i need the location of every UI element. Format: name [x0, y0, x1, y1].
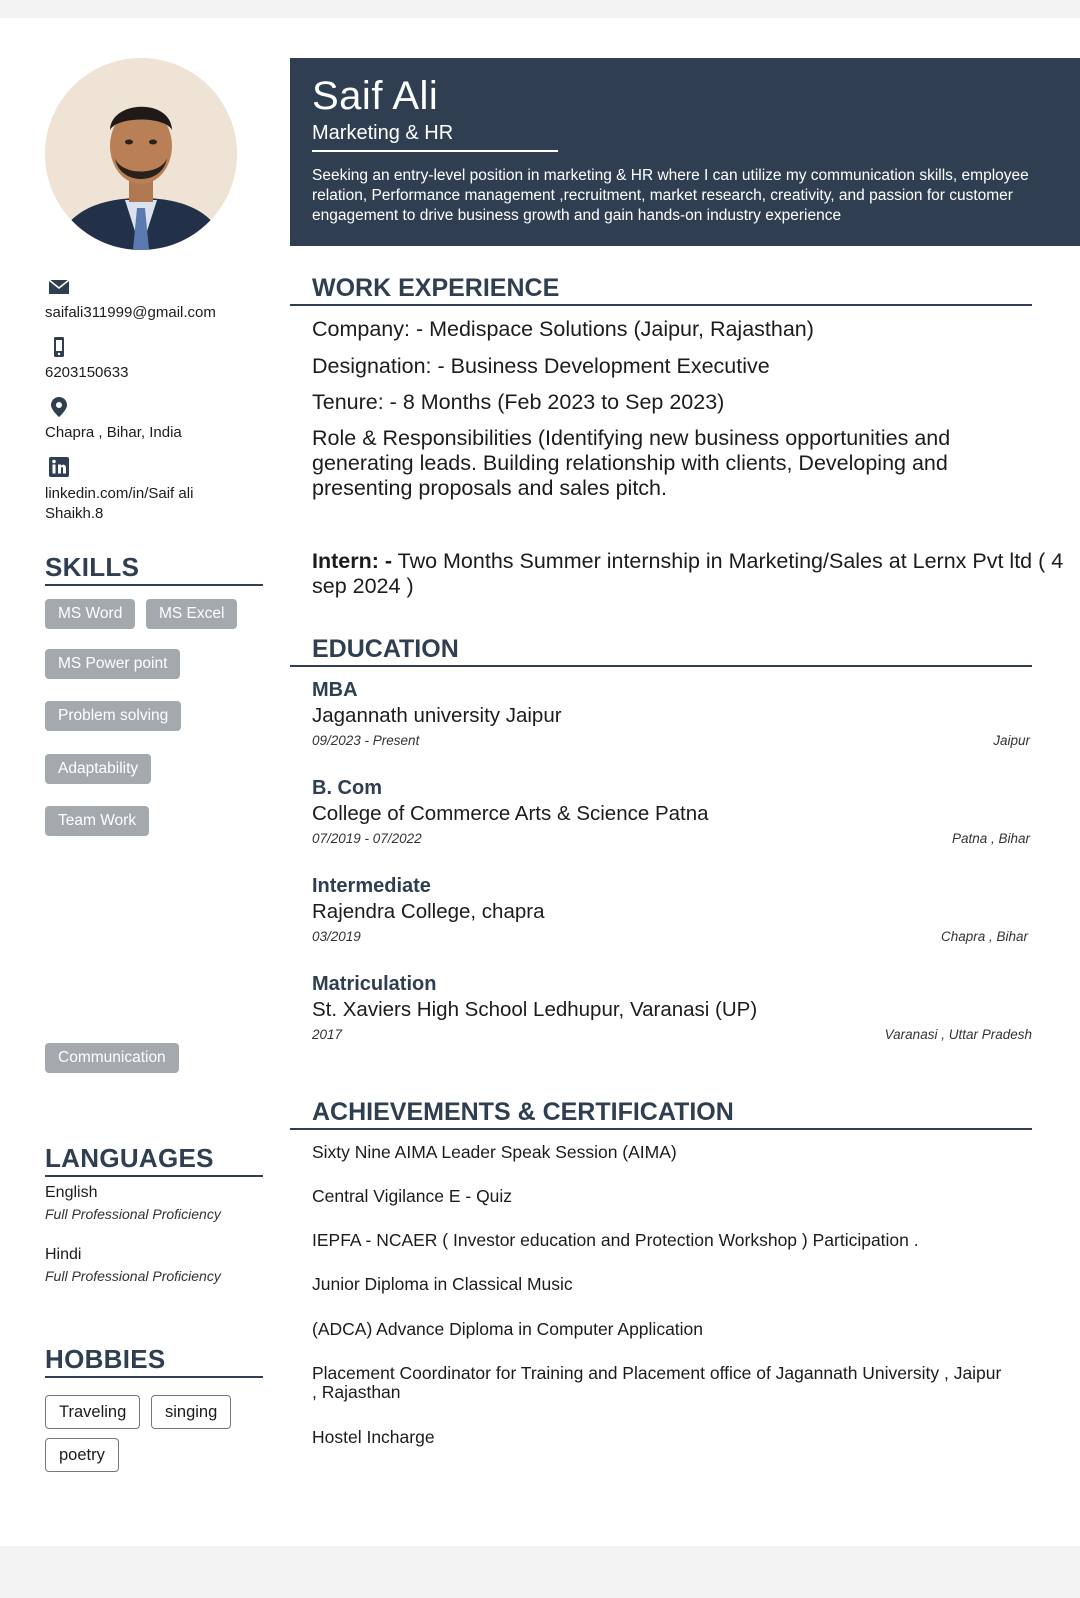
achievement-item: Sixty Nine AIMA Leader Speak Session (AIMA) [312, 1142, 677, 1162]
skill-pill: Communication [45, 1043, 179, 1073]
hobby-tag: Traveling [45, 1395, 140, 1429]
envelope-icon [48, 276, 70, 298]
internship-entry [312, 549, 1080, 599]
resume-page [0, 18, 1080, 1546]
education-school: Jagannath university Jaipur [312, 704, 562, 727]
contact-phone: 6203150633 [45, 364, 129, 381]
education-location: Patna , Bihar [951, 831, 1030, 846]
skill-pill: Adaptability [45, 754, 151, 784]
languages-heading: LANGUAGES [45, 1143, 263, 1177]
work-experience-heading: WORK EXPERIENCE [290, 274, 1032, 306]
mobile-phone-icon [48, 336, 70, 358]
page-bottom-margin [0, 1546, 1080, 1598]
candidate-name: Saif Ali [312, 74, 439, 118]
contact-linkedin[interactable] [45, 484, 255, 524]
education-heading: EDUCATION [290, 635, 1032, 667]
education-degree: Intermediate [312, 875, 431, 897]
achievement-item: Junior Diploma in Classical Music [312, 1274, 573, 1294]
work-tenure: Tenure: - 8 Months (Feb 2023 to Sep 2023) [312, 390, 725, 414]
education-location: Varanasi , Uttar Pradesh [884, 1027, 1032, 1042]
skills-heading: SKILLS [45, 552, 263, 586]
education-school: Rajendra College, chapra [312, 900, 545, 923]
map-pin-icon [48, 396, 70, 418]
linkedin-icon [48, 456, 70, 478]
contact-email[interactable]: saifali311999@gmail.com [45, 304, 216, 321]
education-degree: B. Com [312, 777, 382, 799]
achievement-item: IEPFA - NCAER ( Investor education and Protection Workshop ) Participation . [312, 1230, 919, 1250]
hobby-tag: singing [151, 1395, 231, 1429]
work-company: Company: - Medispace Solutions (Jaipur, Rajasthan) [312, 317, 814, 341]
career-summary: Seeking an entry-level position in marketing & HR where I can utilize my communication skills, employee relation, Performance management ,recruitment, market research, creativity, and passion for customer engagement to drive business growth and gain hands-on industry experience [312, 167, 1029, 224]
education-location: Chapra , Bihar [940, 929, 1028, 944]
education-school: College of Commerce Arts & Science Patna [312, 802, 709, 825]
achievement-item: Placement Coordinator for Training and Placement office of Jagannath University , Jaipur , Rajasthan [312, 1363, 1002, 1402]
achievements-heading: ACHIEVEMENTS & CERTIFICATION [290, 1098, 1032, 1130]
work-designation: Designation: - Business Development Executive [312, 354, 770, 378]
skill-pill: MS Word [45, 599, 135, 629]
language-name: Hindi [45, 1246, 82, 1263]
header-banner [290, 58, 1080, 246]
education-date: 09/2023 - Present [312, 733, 420, 748]
hobby-tag: poetry [45, 1438, 119, 1472]
hobbies-heading: HOBBIES [45, 1344, 263, 1378]
intern-text: Two Months Summer internship in Marketing/Sales at Lernx Pvt ltd ( 4 sep 2024 ) [312, 549, 1064, 598]
education-date: 07/2019 - 07/2022 [312, 831, 422, 846]
education-school: St. Xaviers High School Ledhupur, Varanasi (UP) [312, 998, 758, 1021]
education-date: 2017 [312, 1027, 343, 1042]
profile-photo [45, 58, 237, 250]
skill-pill: MS Power point [45, 649, 180, 679]
skill-pill: Problem solving [45, 701, 181, 731]
education-date: 03/2019 [312, 929, 361, 944]
education-degree: Matriculation [312, 973, 437, 995]
candidate-role: Marketing & HR [312, 122, 558, 152]
linkedin-line-2: Shaikh.8 [45, 505, 104, 522]
achievement-item: Central Vigilance E - Quiz [312, 1186, 513, 1206]
education-location: Jaipur [993, 733, 1030, 748]
achievement-item: Hostel Incharge [312, 1427, 435, 1447]
skill-pill: MS Excel [146, 599, 237, 629]
achievement-item: (ADCA) Advance Diploma in Computer Application [312, 1319, 704, 1339]
education-degree: MBA [312, 679, 358, 701]
language-name: English [45, 1184, 98, 1201]
language-level: Full Professional Proficiency [45, 1206, 221, 1222]
intern-label: Intern: - [312, 549, 393, 573]
work-responsibilities: Role & Responsibilities (Identifying new business opportunities and generating leads. Building relationship with clients, Developing and presenting proposals and sales pitch. [312, 426, 951, 500]
skill-pill: Team Work [45, 806, 149, 836]
contact-location: Chapra , Bihar, India [45, 424, 182, 441]
language-level: Full Professional Proficiency [45, 1268, 221, 1284]
linkedin-line-1: linkedin.com/in/Saif ali [45, 485, 194, 502]
